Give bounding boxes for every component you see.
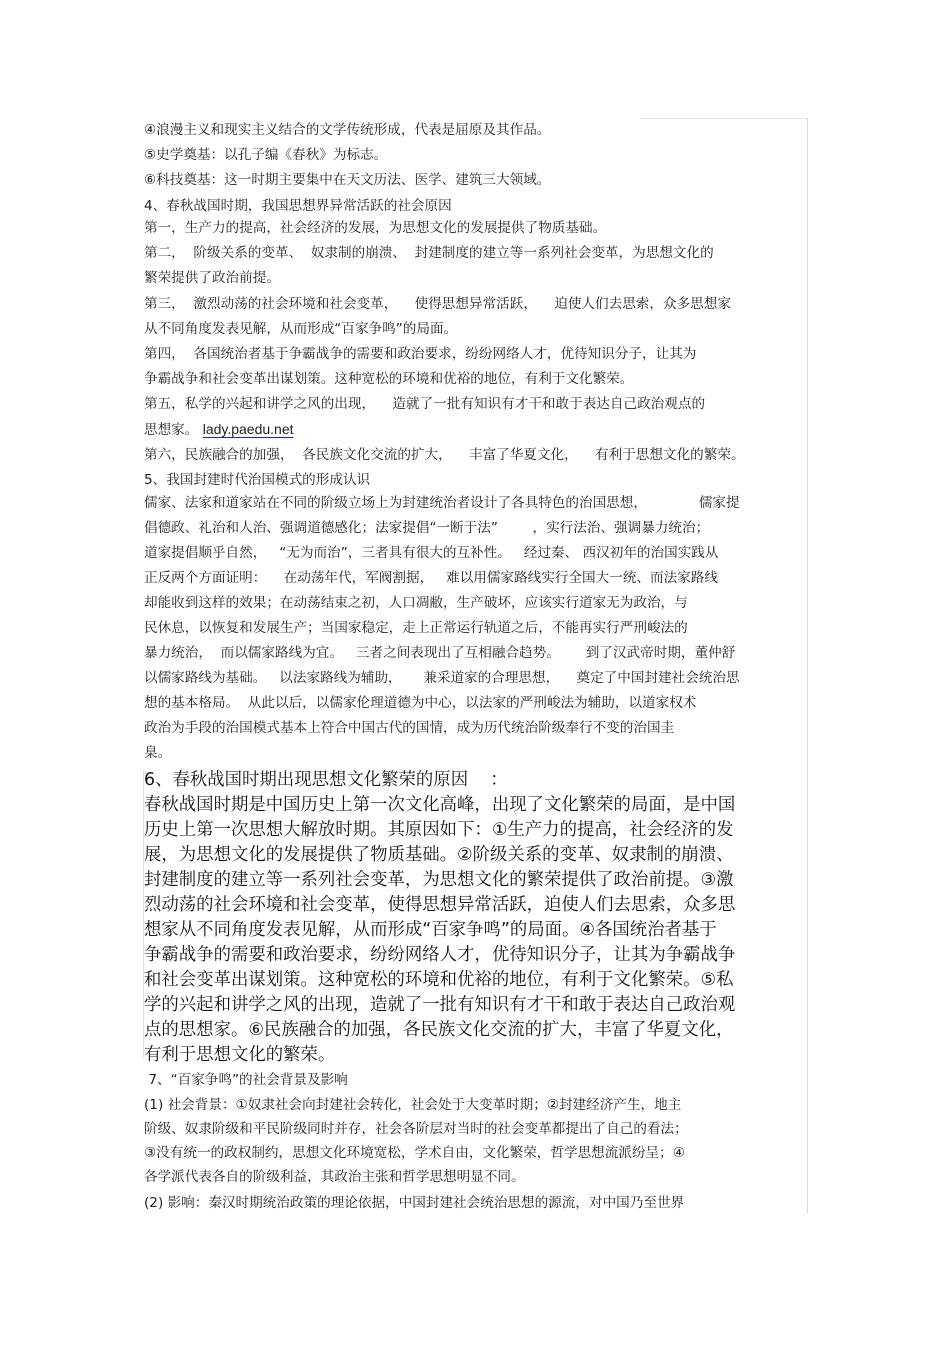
section7-heading: 7、“百家争鸣”的社会背景及影响 (144, 1072, 348, 1088)
section4-line: 第二， 阶级关系的变革、 奴隶制的崩溃、 封建制度的建立等一系列社会变革，为思想文化的 (144, 245, 714, 261)
section5-line: 却能收到这样的效果；在动荡结束之初，人口凋敝，生产破坏，应该实行道家无为政治，与 (144, 595, 688, 611)
section6-line: 烈动荡的社会环境和社会变革，使得思想异常活跃，迫使人们去思索，众多思 (144, 895, 736, 915)
section7-line: 各学派代表各自的阶级利益，其政治主张和哲学思想明显不同。 (144, 1169, 525, 1185)
section5-line: 民休息，以恢复和发展生产；当国家稳定，走上正常运行轨道之后，不能再实行严刑峻法的 (144, 620, 688, 636)
section4-line: 繁荣提供了政治前提。 (144, 270, 280, 286)
section4-line: 争霸战争和社会变革出谋划策。这种宽松的环境和优裕的地位，有利于文化繁荣。 (144, 371, 634, 387)
page-frame-right (807, 118, 808, 1213)
website-link[interactable]: lady.paedu.net (202, 421, 294, 437)
section5-line: 政治为手段的治国模式基本上符合中国古代的国情，成为历代统治阶级奉行不变的治国圭 (144, 720, 675, 736)
section7-line: ③没有统一的政权制约，思想文化环境宽松，学术自由，文化繁荣，哲学思想流派纷呈；④ (144, 1145, 685, 1161)
section7-line: 阶级、奴隶阶级和平民阶级同时并存，社会各阶层对当时的社会变革都提出了自己的看法； (144, 1121, 688, 1137)
section7-line: (1) 社会背景：①奴隶社会向封建社会转化，社会处于大变革时期；②封建经济产生，地主 (144, 1097, 682, 1113)
section6-line: 有利于思想文化的繁荣。 (144, 1045, 336, 1065)
section6-line: 春秋战国时期是中国历史上第一次文化高峰，出现了文化繁荣的局面，是中国 (144, 795, 736, 815)
section5-line: 想的基本格局。 从此以后，以儒家伦理道德为中心，以法家的严刑峻法为辅助，以道家权术 (144, 695, 697, 711)
section6-line: 和社会变革出谋划策。这种宽松的环境和优裕的地位，有利于文化繁荣。⑤私 (144, 970, 734, 990)
section4-line: 第一，生产力的提高，社会经济的发展，为思想文化的发展提供了物质基础。 (144, 220, 607, 236)
section6-line: 想家从不同角度发表见解，从而形成“百家争鸣”的局面。④各国统治者基于 (144, 920, 717, 940)
section3-item: ⑥科技奠基：这一时期主要集中在天文历法、医学、建筑三大领域。 (144, 172, 551, 188)
section6-line: 展，为思想文化的发展提供了物质基础。②阶级关系的变革、奴隶制的崩溃、 (144, 845, 734, 865)
section5-line: 以儒家路线为基础。 以法家路线为辅助， 兼采道家的合理思想， 奠定了中国封建社会统治思 (144, 670, 740, 686)
section6-line: 封建制度的建立等一系列社会变革，为思想文化的繁荣提供了政治前提。③激 (144, 870, 734, 890)
section7-line: (2) 影响：秦汉时期统治政策的理论依据，中国封建社会统治思想的源流，对中国乃至世界 (144, 1195, 685, 1211)
section4-line: 第四， 各国统治者基于争霸战争的需要和政治要求，纷纷网络人才，优待知识分子，让其为 (144, 346, 697, 362)
section5-line: 道家提倡顺乎自然， “无为而治”，三者具有很大的互补性。 经过秦、 西汉初年的治国实践从 (144, 545, 719, 561)
section5-line: 正反两个方面证明： 在动荡年代，军阀割据， 难以用儒家路线实行全国大一统、而法家路线 (144, 570, 718, 586)
section5-line: 倡德政、礼治和人治、强调道德感化；法家提倡“一断于法” ，实行法治、强调暴力统治； (144, 520, 710, 536)
section6-line: 学的兴起和讲学之风的出现，造就了一批有知识有才干和敢于表达自己政治观 (144, 995, 736, 1015)
section3-item: ⑤史学奠基：以孔子编《春秋》为标志。 (144, 147, 388, 163)
line-prefix: 思想家。 (144, 422, 203, 438)
section5-heading: 5、我国封建时代治国模式的形成认识 (144, 472, 371, 488)
section3-item: ④浪漫主义和现实主义结合的文学传统形成，代表是屈原及其作品。 (144, 122, 551, 138)
section6-heading: 6、春秋战国时期出现思想文化繁荣的原因 ： (144, 770, 508, 790)
section4-heading: 4、春秋战国时期，我国思想界异常活跃的社会原因 (144, 198, 452, 214)
section4-line: 从不同角度发表见解，从而形成“百家争鸣”的局面。 (144, 321, 458, 337)
section6-line: 历史上第一次思想大解放时期。其原因如下：①生产力的提高，社会经济的发 (144, 820, 734, 840)
section6-line: 点的思想家。⑥民族融合的加强，各民族文化交流的扩大，丰富了华夏文化， (144, 1020, 734, 1040)
section5-line: 暴力统治， 而以儒家路线为宜。 三者之间表现出了互相融合趋势。 到了汉武帝时期，董仲舒 (144, 645, 736, 661)
page-frame-top (640, 118, 808, 119)
section5-line: 臬。 (144, 745, 172, 761)
section4-line: 第三， 激烈动荡的社会环境和社会变革， 使得思想异常活跃， 迫使人们去思索，众多思想家 (144, 296, 731, 312)
section6-line: 争霸战争的需要和政治要求，纷纷网络人才，优待知识分子，让其为争霸战争 (144, 945, 736, 965)
section5-line: 儒家、法家和道家站在不同的阶级立场上为封建统治者设计了各具特色的治国思想， 儒家提 (144, 495, 740, 511)
section4-line-with-link (144, 420, 294, 439)
section4-line: 第六，民族融合的加强， 各民族文化交流的扩大， 丰富了华夏文化， 有利于思想文化的繁荣。 (144, 447, 745, 463)
section4-line: 第五，私学的兴起和讲学之风的出现， 造就了一批有知识有才干和敢于表达自己政治观点的 (144, 396, 706, 412)
